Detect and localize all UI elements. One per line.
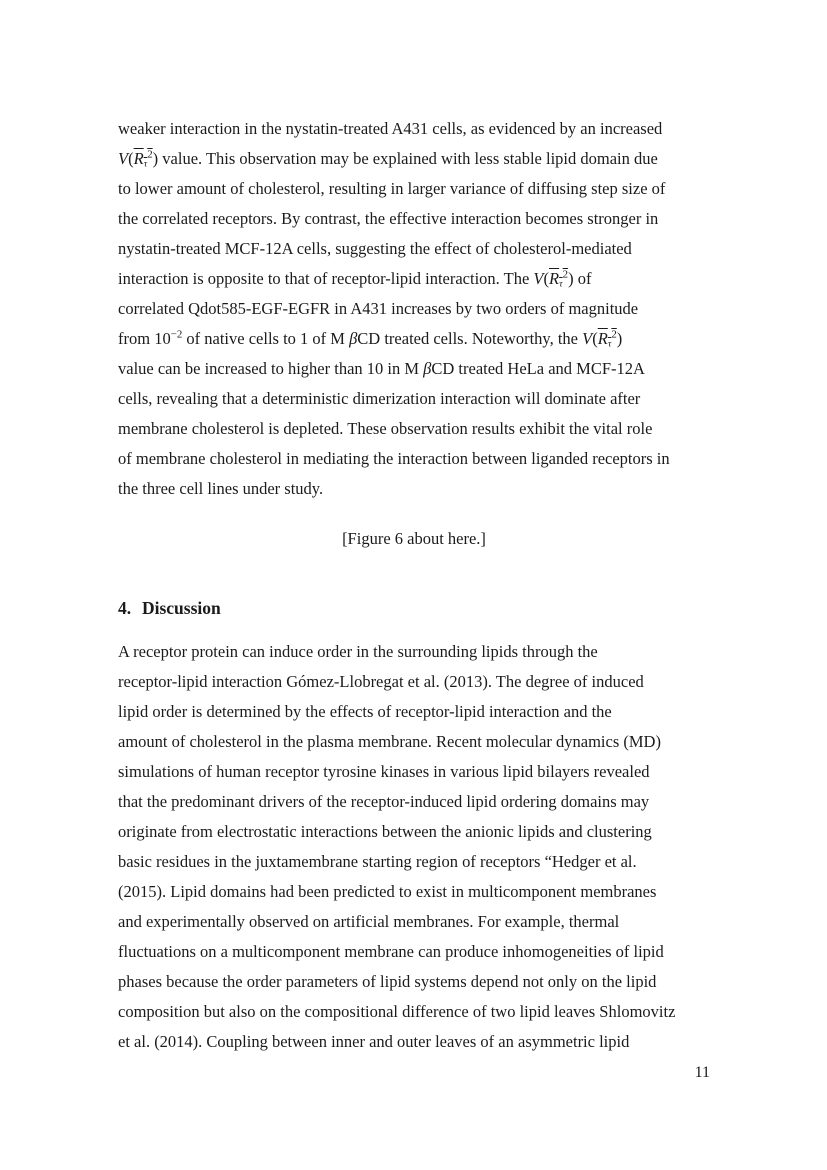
text-line: lipid order is determined by the effects of receptor-lipid interaction and the <box>118 702 612 721</box>
text-line: cells, revealing that a deterministic dimerization interaction will dominate after <box>118 389 641 408</box>
paragraph-2 <box>118 637 710 1057</box>
text-line: simulations of human receptor tyrosine kinases in various lipid bilayers revealed <box>118 762 650 781</box>
text-line: phases because the order parameters of lipid systems depend not only on the lipid <box>118 972 657 991</box>
text-line: nystatin-treated MCF-12A cells, suggesting the effect of cholesterol-mediated <box>118 239 632 258</box>
section-title: Discussion <box>141 598 221 618</box>
text-line: originate from electrostatic interactions between the anionic lipids and clustering <box>118 822 652 841</box>
text-line: the correlated receptors. By contrast, the effective interaction becomes stronger in <box>118 209 659 228</box>
section-heading <box>118 597 710 619</box>
text-line: weaker interaction in the nystatin-treated A431 cells, as evidenced by an increased <box>118 119 663 138</box>
paragraph-1 <box>118 114 710 504</box>
text-line: amount of cholesterol in the plasma membrane. Recent molecular dynamics (MD) <box>118 732 661 751</box>
text-line: composition but also on the compositional difference of two lipid leaves Shlomovitz <box>118 1002 676 1021</box>
text-line: membrane cholesterol is depleted. These observation results exhibit the vital role <box>118 419 653 438</box>
text-line: correlated Qdot585-EGF-EGFR in A431 increases by two orders of magnitude <box>118 299 639 318</box>
section-number: 4. <box>118 598 132 618</box>
text-line: basic residues in the juxtamembrane starting region of receptors “Hedger et al. <box>118 852 637 871</box>
text-line: receptor-lipid interaction Gómez-Llobregat et al. (2013). The degree of induced <box>118 672 644 691</box>
text-line: interaction is opposite to that of receptor-lipid interaction. The $V(R_\tau^2)$ of <box>118 268 592 290</box>
text-line: that the predominant drivers of the receptor-induced lipid ordering domains may <box>118 792 650 811</box>
text-line: of membrane cholesterol in mediating the interaction between liganded receptors in <box>118 449 670 468</box>
text-line: value can be increased to higher than 10 in M βCD treated HeLa and MCF-12A <box>118 359 645 378</box>
text-line: (2015). Lipid domains had been predicted to exist in multicomponent membranes <box>118 882 657 901</box>
text-line: A receptor protein can induce order in the surrounding lipids through the <box>118 642 598 661</box>
text-line: the three cell lines under study. <box>118 479 324 498</box>
page-number: 11 <box>694 1064 710 1081</box>
text-line: and experimentally observed on artificial membranes. For example, thermal <box>118 912 620 931</box>
text-line: fluctuations on a multicomponent membrane can produce inhomogeneities of lipid <box>118 942 664 961</box>
text-line: to lower amount of cholesterol, resulting in larger variance of diffusing step size of <box>118 179 666 198</box>
text-line: $V(R_\tau^2)$ value. This observation may be explained with less stable lipid domain due <box>118 148 658 170</box>
text-line: et al. (2014). Coupling between inner and outer leaves of an asymmetric lipid <box>118 1032 630 1051</box>
text-line: from $10^{-2}$ of native cells to 1 of M βCD treated cells. Noteworthy, the $V(R_\tau^2)$ <box>118 328 623 350</box>
figure-placeholder: [Figure 6 about here.] <box>342 529 486 548</box>
